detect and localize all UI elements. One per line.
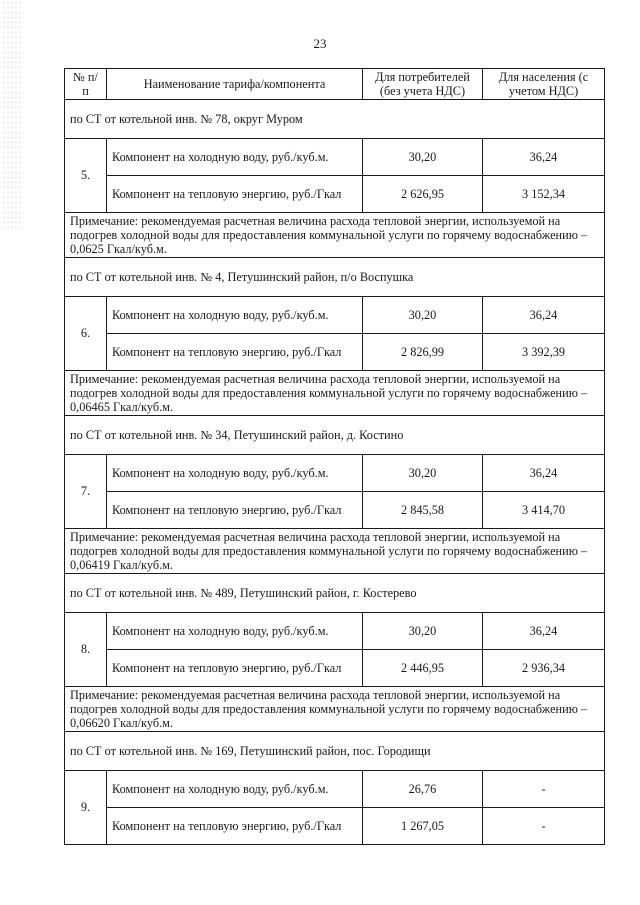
component-name: Компонент на тепловую энергию, руб./Гкал: [107, 808, 363, 845]
table-row: [65, 650, 605, 687]
population-value: -: [483, 808, 605, 845]
row-number: 9.: [65, 771, 107, 845]
note-row: [65, 687, 605, 732]
component-name: Компонент на холодную воду, руб./куб.м.: [107, 139, 363, 176]
section-note: Примечание: рекомендуемая расчетная величина расхода тепловой энергии, используемой на подогрев холодной воды для предоставления коммунальной услуги по горячему водоснабжению – 0,06465 Гкал/куб.м.: [65, 371, 605, 416]
consumers-value: 30,20: [363, 455, 483, 492]
row-number: 6.: [65, 297, 107, 371]
component-name: Компонент на тепловую энергию, руб./Гкал: [107, 334, 363, 371]
header-population: Для населения (с учетом НДС): [483, 69, 605, 100]
row-number: 5.: [65, 139, 107, 213]
table-row: [65, 771, 605, 808]
header-name: Наименование тарифа/компонента: [107, 69, 363, 100]
table-header-row: [65, 69, 605, 100]
section-title: по СТ от котельной инв. № 34, Петушинский район, д. Костино: [65, 416, 605, 455]
section-title: по СТ от котельной инв. № 78, округ Муром: [65, 100, 605, 139]
population-value: 3 414,70: [483, 492, 605, 529]
section-title-row: [65, 732, 605, 771]
population-value: 36,24: [483, 455, 605, 492]
note-row: [65, 529, 605, 574]
section-title-row: [65, 574, 605, 613]
header-consumers: Для потребителей (без учета НДС): [363, 69, 483, 100]
consumers-value: 2 446,95: [363, 650, 483, 687]
page-number: 23: [313, 36, 327, 51]
table-row: [65, 492, 605, 529]
table-row: [65, 139, 605, 176]
population-value: 36,24: [483, 613, 605, 650]
component-name: Компонент на холодную воду, руб./куб.м.: [107, 455, 363, 492]
consumers-value: 2 826,99: [363, 334, 483, 371]
tariff-table: [64, 68, 605, 845]
row-number: 7.: [65, 455, 107, 529]
component-name: Компонент на тепловую энергию, руб./Гкал: [107, 492, 363, 529]
table-body: [65, 100, 605, 845]
component-name: Компонент на холодную воду, руб./куб.м.: [107, 297, 363, 334]
consumers-value: 30,20: [363, 139, 483, 176]
component-name: Компонент на тепловую энергию, руб./Гкал: [107, 176, 363, 213]
section-title-row: [65, 258, 605, 297]
table-row: [65, 613, 605, 650]
section-title: по СТ от котельной инв. № 169, Петушинский район, пос. Городищи: [65, 732, 605, 771]
section-title: по СТ от котельной инв. № 489, Петушинский район, г. Костерево: [65, 574, 605, 613]
consumers-value: 2 626,95: [363, 176, 483, 213]
note-row: [65, 371, 605, 416]
section-note: Примечание: рекомендуемая расчетная величина расхода тепловой энергии, используемой на подогрев холодной воды для предоставления коммунальной услуги по горячему водоснабжению – 0,06620 Гкал/куб.м.: [65, 687, 605, 732]
consumers-value: 2 845,58: [363, 492, 483, 529]
section-note: Примечание: рекомендуемая расчетная величина расхода тепловой энергии, используемой на подогрев холодной воды для предоставления коммунальной услуги по горячему водоснабжению – 0,0625 Гкал/куб.м.: [65, 213, 605, 258]
component-name: Компонент на тепловую энергию, руб./Гкал: [107, 650, 363, 687]
table-row: [65, 176, 605, 213]
table-row: [65, 334, 605, 371]
consumers-value: 1 267,05: [363, 808, 483, 845]
note-row: [65, 213, 605, 258]
consumers-value: 30,20: [363, 297, 483, 334]
population-value: 3 392,39: [483, 334, 605, 371]
consumers-value: 30,20: [363, 613, 483, 650]
population-value: 3 152,34: [483, 176, 605, 213]
section-title: по СТ от котельной инв. № 4, Петушинский район, п/о Воспушка: [65, 258, 605, 297]
section-title-row: [65, 100, 605, 139]
section-note: Примечание: рекомендуемая расчетная величина расхода тепловой энергии, используемой на подогрев холодной воды для предоставления коммунальной услуги по горячему водоснабжению – 0,06419 Гкал/куб.м.: [65, 529, 605, 574]
row-number: 8.: [65, 613, 107, 687]
population-value: 2 936,34: [483, 650, 605, 687]
component-name: Компонент на холодную воду, руб./куб.м.: [107, 771, 363, 808]
header-num: № п/п: [65, 69, 107, 100]
section-title-row: [65, 416, 605, 455]
table-row: [65, 808, 605, 845]
population-value: -: [483, 771, 605, 808]
consumers-value: 26,76: [363, 771, 483, 808]
scan-edge-noise: [2, 0, 22, 230]
component-name: Компонент на холодную воду, руб./куб.м.: [107, 613, 363, 650]
table-row: [65, 297, 605, 334]
population-value: 36,24: [483, 139, 605, 176]
table-row: [65, 455, 605, 492]
population-value: 36,24: [483, 297, 605, 334]
